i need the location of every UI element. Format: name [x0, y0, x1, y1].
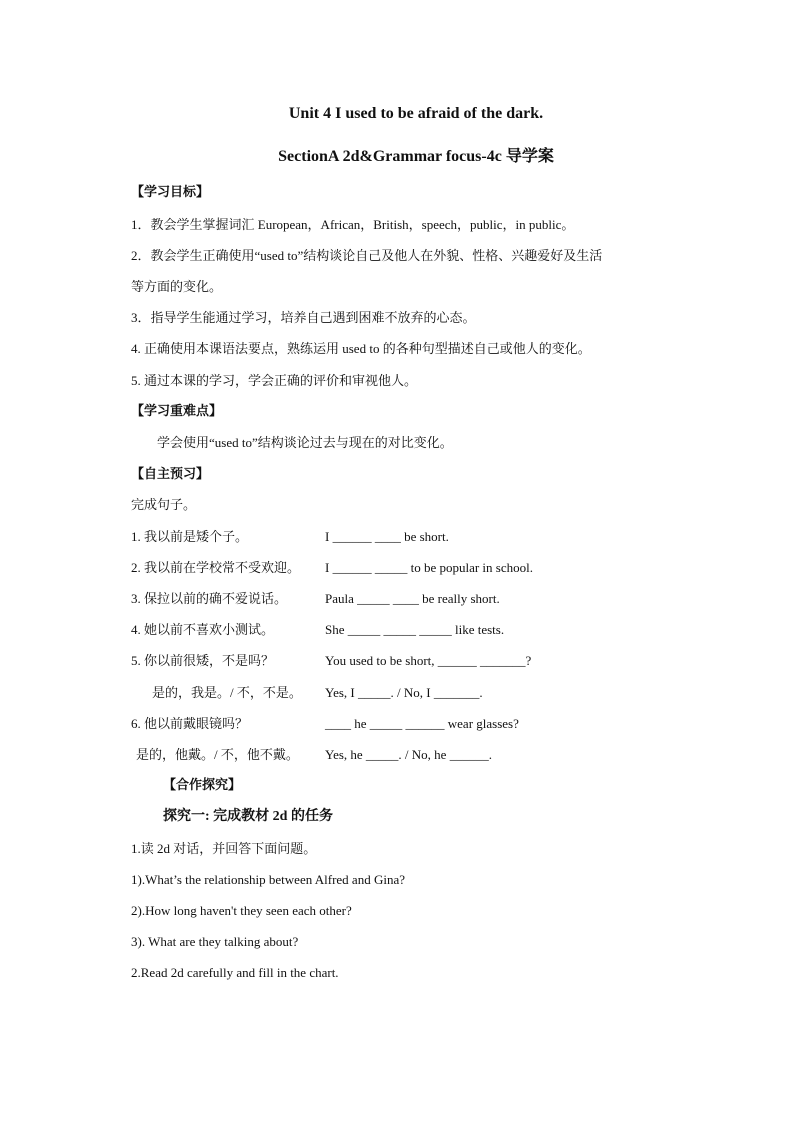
objective-item: 5. 通过本课的学习，学会正确的评价和审视他人。	[131, 373, 418, 388]
cooperation-line: 3). What are they talking about?	[131, 934, 299, 949]
chinese-sentence: 5. 你以前很矮，不是吗？	[131, 653, 275, 668]
cooperation-heading: 【合作探究】	[163, 777, 242, 792]
chinese-sentence: 是的，我是。/ 不，不是。	[152, 685, 302, 700]
english-blank-sentence: ____ he _____ ______ wear glasses?	[325, 716, 519, 731]
cooperation-line: 2).How long haven't they seen each other?	[131, 903, 352, 918]
english-blank-sentence: I ______ _____ to be popular in school.	[325, 560, 533, 575]
cooperation-line: 2.Read 2d carefully and fill in the chart.	[131, 965, 339, 980]
page-title-line-2: SectionA 2d&Grammar focus-4c 导学案	[278, 148, 554, 165]
chinese-sentence: 3. 保拉以前的确不爱说话。	[131, 591, 288, 606]
key-points-text: 学会使用“used to”结构谈论过去与现在的对比变化。	[157, 435, 453, 450]
chinese-sentence: 2. 我以前在学校常不受欢迎。	[131, 560, 301, 575]
english-blank-sentence: I ______ ____ be short.	[325, 529, 449, 544]
objective-item: 4. 正确使用本课语法要点，熟练运用 used to 的各种句型描述自己或他人的变化。	[131, 341, 591, 356]
objective-item: 2．教会学生正确使用“used to”结构谈论自己及他人在外貌、性格、兴趣爱好及生活	[131, 248, 603, 263]
objectives-heading: 【学习目标】	[131, 184, 210, 199]
cooperation-line: 1.读 2d 对话，并回答下面问题。	[131, 841, 317, 856]
key-points-heading: 【学习重难点】	[131, 403, 223, 418]
chinese-sentence: 1. 我以前是矮个子。	[131, 529, 249, 544]
chinese-sentence: 6. 他以前戴眼镜吗？	[131, 716, 249, 731]
preview-instruction: 完成句子。	[131, 497, 197, 512]
cooperation-line: 1).What’s the relationship between Alfred and Gina?	[131, 872, 405, 887]
objective-item: 等方面的变化。	[131, 279, 223, 294]
cooperation-sub-heading: 探究一: 完成教材 2d 的任务	[163, 809, 333, 824]
english-blank-sentence: Yes, he _____. / No, he ______.	[325, 747, 492, 762]
page-title-line-1: Unit 4 I used to be afraid of the dark.	[288, 105, 544, 122]
objective-item: 1．教会学生掌握词汇 European，African，British，speech，public，in public。	[131, 217, 575, 232]
english-blank-sentence: Paula _____ ____ be really short.	[325, 591, 500, 606]
english-blank-sentence: She _____ _____ _____ like tests.	[325, 622, 505, 637]
chinese-sentence: 4. 她以前不喜欢小测试。	[131, 622, 275, 637]
objective-item: 3．指导学生能通过学习，培养自己遇到困难不放弃的心态。	[131, 310, 476, 325]
english-blank-sentence: Yes, I _____. / No, I _______.	[325, 685, 483, 700]
preview-heading: 【自主预习】	[131, 466, 210, 481]
chinese-sentence: 是的，他戴。/ 不，他不戴。	[136, 747, 299, 762]
english-blank-sentence: You used to be short, ______ _______?	[325, 653, 532, 668]
